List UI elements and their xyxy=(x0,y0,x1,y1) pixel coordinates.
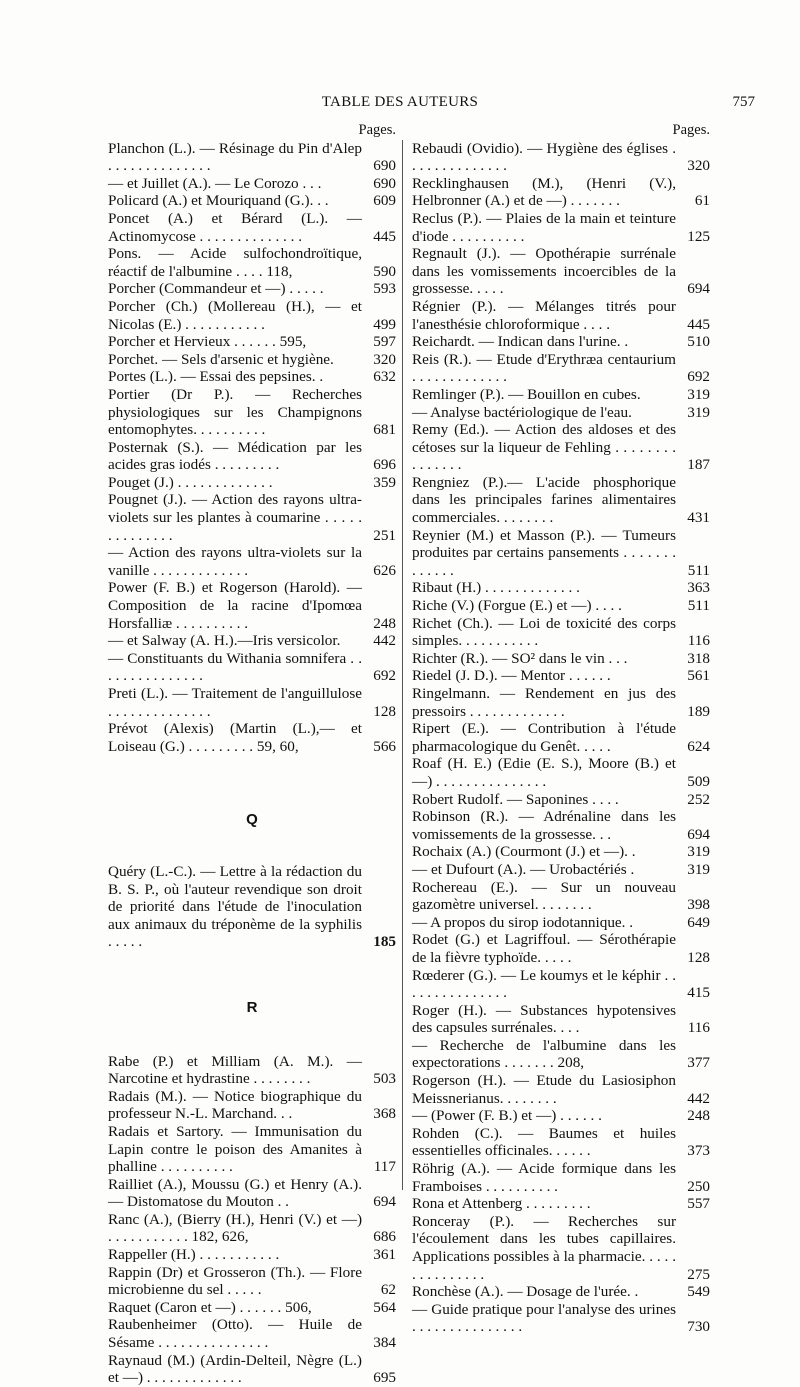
entry-page: 187 xyxy=(687,456,710,474)
entry-text: Porchet. — Sels d'arsenic et hygiène. xyxy=(108,350,334,368)
entry-page: 445 xyxy=(373,227,396,245)
entry-text: — Action des rayons ultra-violets sur la vanille . . . . . . . . . . . . . xyxy=(108,544,362,579)
entry-page: 692 xyxy=(687,368,710,386)
entry-text: Pons. — Acide sulfochondroïtique, réactif de l'albumine . . . . 118, xyxy=(108,245,362,280)
entry-page: 593 xyxy=(373,280,396,298)
index-entry xyxy=(412,298,710,333)
index-entry xyxy=(412,861,710,879)
entry-page: 319 xyxy=(687,860,710,878)
index-entry xyxy=(412,1213,710,1283)
index-entry xyxy=(108,1211,396,1246)
entry-page: 361 xyxy=(373,1246,396,1264)
entry-text: Ronceray (P.). — Recherches sur l'écoulement dans les tubes capillaires. Applications possibles à la pharmacie. . . . . . . . . . . . . . . xyxy=(412,1212,676,1283)
entry-page: 690 xyxy=(373,157,396,175)
entry-page: 681 xyxy=(373,421,396,439)
letter-heading-r: R xyxy=(246,998,258,1016)
entry-page: 319 xyxy=(687,403,710,421)
entry-page: 511 xyxy=(687,561,710,579)
index-entry xyxy=(412,914,710,932)
entry-page: 590 xyxy=(373,262,396,280)
entry-page: 690 xyxy=(373,174,396,192)
entry-text: — et Juillet (A.). — Le Corozo . . . xyxy=(108,174,322,192)
index-entry xyxy=(412,1107,710,1125)
entry-page: 632 xyxy=(373,368,396,386)
index-entry xyxy=(412,843,710,861)
index-entry xyxy=(108,650,396,685)
entry-text: Rappin (Dr) et Grosseron (Th.). — Flore microbienne du sel . . . . . xyxy=(108,1263,362,1299)
index-entry xyxy=(412,1301,710,1336)
entry-page: 696 xyxy=(373,456,396,474)
entry-text: Planchon (L.). — Résinage du Pin d'Alep . . . . . . . . . . . . . . xyxy=(108,139,362,175)
entry-text: Rengniez (P.).— L'acide phosphorique dans les principales farines alimentaires commerciales. . . . . . . . xyxy=(412,473,676,527)
index-entry xyxy=(412,1072,710,1107)
entry-page: 373 xyxy=(687,1142,710,1160)
index-entry xyxy=(412,404,710,422)
index-entry xyxy=(412,1195,710,1213)
entry-page: 509 xyxy=(687,772,710,790)
index-entry xyxy=(412,579,710,597)
entry-page: 377 xyxy=(687,1054,710,1072)
entry-page: 686 xyxy=(373,1228,396,1246)
entry-text: Raynaud (M.) (Ardin-Delteil, Nègre (L.) et —) . . . . . . . . . . . . . xyxy=(108,1351,362,1387)
entry-text: Robert Rudolf. — Saponines . . . . xyxy=(412,790,619,808)
entry-page: 116 xyxy=(687,1019,710,1037)
r-entries xyxy=(108,1053,396,1387)
entry-page: 695 xyxy=(373,1369,396,1387)
index-entry xyxy=(412,597,710,615)
entry-page: 318 xyxy=(687,649,710,667)
entry-text: Quéry (L.-C.). — Lettre à la rédaction du B. S. P., où l'auteur revendique son droit de priorité dans l'étude de l'inoculation aux animaux du tréponème de la syphilis . . . . . xyxy=(108,862,362,951)
index-entry xyxy=(108,333,396,351)
entry-text: Robinson (R.). — Adrénaline dans les vomissements de la grossesse. . . xyxy=(412,808,676,843)
entry-text: Rochaix (A.) (Courmont (J.) et —). . xyxy=(412,843,636,861)
index-entry xyxy=(108,1246,396,1264)
entry-page: 694 xyxy=(373,1193,396,1211)
entry-text: Rohden (C.). — Baumes et huiles essentielles officinales. . . . . . xyxy=(412,1124,676,1160)
entry-text: Ribaut (H.) . . . . . . . . . . . . . xyxy=(412,579,580,597)
entry-page: 445 xyxy=(687,315,710,333)
entry-page: 248 xyxy=(373,614,396,632)
entry-text: Rabe (P.) et Milliam (A. M.). — Narcotine et hydrastine . . . . . . . . xyxy=(108,1052,362,1088)
index-entry xyxy=(412,791,710,809)
index-entry xyxy=(108,1053,396,1088)
entry-text: Rochereau (E.). — Sur un nouveau gazomètre universel. . . . . . . . xyxy=(412,878,676,914)
entry-text: Raquet (Caron et —) . . . . . . 506, xyxy=(108,1298,312,1316)
index-entry xyxy=(108,1299,396,1317)
index-entry xyxy=(108,632,396,650)
entry-text: Radais et Sartory. — Immunisation du Lapin contre le poison des Amanites à phalline . . . . . . . . . . xyxy=(108,1122,362,1176)
index-entry xyxy=(108,1123,396,1176)
left-entries xyxy=(108,140,396,756)
entry-page: 363 xyxy=(687,579,710,597)
pages-label-right: Pages. xyxy=(672,122,710,138)
index-entry xyxy=(412,1160,710,1195)
entry-page: 368 xyxy=(373,1105,396,1123)
entry-text: Rona et Attenberg . . . . . . . . . xyxy=(412,1195,591,1213)
index-entry xyxy=(108,491,396,544)
entry-page: 549 xyxy=(687,1283,710,1301)
entry-page: 252 xyxy=(687,790,710,808)
entry-text: Rogerson (H.). — Etude du Lasiosiphon Meissnerianus. . . . . . . . xyxy=(412,1072,676,1107)
index-entry xyxy=(412,527,710,580)
entry-text: Policard (A.) et Mouriquand (G.). . . xyxy=(108,192,329,210)
entry-page: 116 xyxy=(687,632,710,650)
index-entry xyxy=(412,931,710,966)
entry-text: Remlinger (P.). — Bouillon en cubes. xyxy=(412,385,641,403)
entry-page: 694 xyxy=(687,280,710,298)
index-entry xyxy=(108,280,396,298)
entry-text: Rodet (G.) et Lagriffoul. — Sérothérapie de la fièvre typhoïde. . . . . xyxy=(412,931,676,966)
letter-heading-q: Q xyxy=(246,811,258,829)
entry-text: Pouget (J.) . . . . . . . . . . . . . xyxy=(108,473,273,491)
index-entry xyxy=(108,720,396,755)
index-entry xyxy=(412,1037,710,1072)
entry-text: Régnier (P.). — Mélanges titrés pour l'anesthésie chloroformique . . . . xyxy=(412,297,676,333)
right-column xyxy=(412,122,710,1336)
entry-page: 248 xyxy=(687,1107,710,1125)
entry-page: 128 xyxy=(687,948,710,966)
entry-page: 499 xyxy=(373,315,396,333)
entry-page: 649 xyxy=(687,913,710,931)
index-entry xyxy=(412,755,710,790)
entry-text: Recklinghausen (M.), (Henri (V.), Helbronner (A.) et de —) . . . . . . . xyxy=(412,174,676,210)
entry-page: 564 xyxy=(373,1298,396,1316)
index-entry xyxy=(412,421,710,474)
index-entry xyxy=(108,192,396,210)
entry-text: Richter (R.). — SO² dans le vin . . . xyxy=(412,649,628,667)
entry-page: 431 xyxy=(687,509,710,527)
entry-text: Reynier (M.) et Masson (P.). — Tumeurs produites par certains pansements . . . . . . . . . . . . . xyxy=(412,526,676,579)
entry-page: 609 xyxy=(373,192,396,210)
index-entry xyxy=(108,1088,396,1123)
entry-page: 128 xyxy=(373,702,396,720)
entry-text: Reclus (P.). — Plaies de la main et teinture d'iode . . . . . . . . . . xyxy=(412,209,676,245)
entry-page: 275 xyxy=(687,1265,710,1283)
entry-page: 557 xyxy=(687,1195,710,1213)
index-entry xyxy=(108,1264,396,1299)
index-entry xyxy=(412,720,710,755)
q-entries xyxy=(108,863,396,951)
index-entry xyxy=(412,175,710,210)
index-entry xyxy=(108,386,396,439)
index-entry xyxy=(412,245,710,298)
column-divider xyxy=(402,140,403,1190)
index-entry xyxy=(412,808,710,843)
entry-text: — et Salway (A. H.).—Iris versicolor. xyxy=(108,632,341,650)
entry-text: Pougnet (J.). — Action des rayons ultra-violets sur les plantes à coumarine . . . . . . . . . . . . . . xyxy=(108,491,362,544)
entry-text: — (Power (F. B.) et —) . . . . . . xyxy=(412,1107,602,1125)
entry-text: Preti (L.). — Traitement de l'anguillulose . . . . . . . . . . . . . . xyxy=(108,685,362,720)
entry-text: Roaf (H. E.) (Edie (E. S.), Moore (B.) et —) . . . . . . . . . . . . . . . xyxy=(412,755,676,790)
entry-text: — A propos du sirop iodotannique. . xyxy=(412,913,634,931)
entry-text: Power (F. B.) et Rogerson (Harold). — Composition de la racine d'Ipomœa Horsfalliæ . . . . . . . . . . xyxy=(108,579,362,632)
index-entry xyxy=(108,351,396,369)
index-entry xyxy=(412,879,710,914)
index-entry xyxy=(412,650,710,668)
index-entry xyxy=(412,1002,710,1037)
entry-text: Porcher et Hervieux . . . . . . 595, xyxy=(108,333,307,351)
entry-text: Poncet (A.) et Bérard (L.). — Actinomycose . . . . . . . . . . . . . . xyxy=(108,209,362,245)
entry-page: 62 xyxy=(380,1281,396,1299)
entry-text: Rappeller (H.) . . . . . . . . . . . xyxy=(108,1246,280,1264)
entry-page: 384 xyxy=(373,1334,396,1352)
index-entry xyxy=(108,1352,396,1387)
index-entry xyxy=(412,967,710,1002)
entry-page: 626 xyxy=(373,561,396,579)
index-entry xyxy=(412,667,710,685)
page-number: 757 xyxy=(732,94,755,110)
index-entry xyxy=(108,140,396,175)
entry-text: Posternak (S.). — Médication par les acides gras iodés . . . . . . . . . xyxy=(108,438,362,474)
entry-text: Ripert (E.). — Contribution à l'étude pharmacologique du Genêt. . . . . xyxy=(412,720,676,755)
entry-page: 319 xyxy=(687,385,710,403)
entry-page: 510 xyxy=(687,333,710,351)
entry-page: 359 xyxy=(373,473,396,491)
entry-page: 125 xyxy=(687,227,710,245)
entry-page: 692 xyxy=(373,667,396,685)
entry-text: Porcher (Commandeur et —) . . . . . xyxy=(108,280,324,298)
page-header xyxy=(0,90,800,114)
entry-text: Ranc (A.), (Bierry (H.), Henri (V.) et —) . . . . . . . . . . . 182, 626, xyxy=(108,1210,362,1246)
entry-page: 189 xyxy=(687,702,710,720)
entry-text: Regnault (J.). — Opothérapie surrénale dans les vomissements incoercibles de la grossesse. . . . . xyxy=(412,245,676,298)
index-entry xyxy=(108,474,396,492)
index-entry xyxy=(412,474,710,527)
left-column xyxy=(108,122,396,1387)
entry-page: 561 xyxy=(687,667,710,685)
index-entry xyxy=(108,685,396,720)
entry-text: Reis (R.). — Etude d'Erythræa centaurium . . . . . . . . . . . . . xyxy=(412,350,676,386)
entry-page: 694 xyxy=(687,825,710,843)
entry-page: 319 xyxy=(687,843,710,861)
entry-text: Röhrig (A.). — Acide formique dans les Framboises . . . . . . . . . . xyxy=(412,1160,676,1195)
entry-text: — Constituants du Withania somnifera . . . . . . . . . . . . . . . xyxy=(108,649,362,685)
entry-text: Raubenheimer (Otto). — Huile de Sésame . . . . . . . . . . . . . . . xyxy=(108,1316,362,1352)
entry-text: Ronchèse (A.). — Dosage de l'urée. . xyxy=(412,1283,639,1301)
index-entry xyxy=(108,579,396,632)
index-entry xyxy=(108,863,396,951)
entry-text: Roger (H.). — Substances hypotensives des capsules surrénales. . . . xyxy=(412,1001,676,1037)
index-entry xyxy=(108,368,396,386)
entry-text: — Recherche de l'albumine dans les expectorations . . . . . . . 208, xyxy=(412,1036,676,1072)
index-entry xyxy=(108,544,396,579)
entry-page: 624 xyxy=(687,737,710,755)
index-entry xyxy=(108,210,396,245)
entry-page: 250 xyxy=(687,1177,710,1195)
entry-page: 61 xyxy=(694,192,710,210)
entry-page: 566 xyxy=(373,737,396,755)
entry-text: Rebaudi (Ovidio). — Hygiène des églises . . . . . . . . . . . . . . xyxy=(412,139,676,175)
entry-text: Reichardt. — Indican dans l'urine. . xyxy=(412,333,629,351)
index-entry xyxy=(108,245,396,280)
index-entry xyxy=(412,140,710,175)
entry-text: Portes (L.). — Essai des pepsines. . xyxy=(108,368,324,386)
pages-label-left: Pages. xyxy=(358,122,396,138)
index-entry xyxy=(412,333,710,351)
entry-text: Portier (Dr P.). — Recherches physiologiques sur les Champignons entomophytes. . . . . . . . . . xyxy=(108,385,362,439)
entry-text: — Guide pratique pour l'analyse des urines . . . . . . . . . . . . . . . xyxy=(412,1300,676,1336)
entry-text: Railliet (A.), Moussu (G.) et Henry (A.). — Distomatose du Mouton . . xyxy=(108,1175,362,1211)
index-entry xyxy=(412,1283,710,1301)
index-entry xyxy=(108,298,396,333)
entry-page: 398 xyxy=(687,896,710,914)
entry-page: 511 xyxy=(687,597,710,615)
entry-page: 730 xyxy=(687,1318,710,1336)
index-entry xyxy=(108,175,396,193)
entry-text: Riedel (J. D.). — Mentor . . . . . . xyxy=(412,667,611,685)
right-entries xyxy=(412,140,710,1336)
running-title: TABLE DES AUTEURS xyxy=(321,94,479,110)
entry-text: — et Dufourt (A.). — Urobactériés . xyxy=(412,860,635,878)
index-entry xyxy=(412,615,710,650)
index-entry xyxy=(108,1316,396,1351)
entry-text: Richet (Ch.). — Loi de toxicité des corps simples. . . . . . . . . . . xyxy=(412,614,676,650)
entry-text: Ringelmann. — Rendement en jus des pressoirs . . . . . . . . . . . . . xyxy=(412,685,676,720)
entry-text: Rœderer (G.). — Le koumys et le képhir . . . . . . . . . . . . . . . xyxy=(412,966,676,1002)
entry-page: 117 xyxy=(373,1158,396,1176)
entry-page: 185 xyxy=(373,933,396,951)
entry-text: — Analyse bactériologique de l'eau. xyxy=(412,403,632,421)
index-entry xyxy=(412,386,710,404)
index-entry xyxy=(108,1176,396,1211)
entry-page: 503 xyxy=(373,1070,396,1088)
index-entry xyxy=(412,210,710,245)
entry-text: Remy (Ed.). — Action des aldoses et des cétoses sur la liqueur de Fehling . . . . . . . . . . . . . . . xyxy=(412,421,676,474)
entry-page: 597 xyxy=(373,333,396,351)
entry-text: Porcher (Ch.) (Mollereau (H.), — et Nicolas (E.) . . . . . . . . . . . xyxy=(108,297,362,333)
entry-page: 442 xyxy=(687,1089,710,1107)
entry-page: 442 xyxy=(373,632,396,650)
entry-page: 251 xyxy=(373,526,396,544)
index-entry xyxy=(412,1125,710,1160)
entry-page: 320 xyxy=(373,350,396,368)
index-entry xyxy=(412,351,710,386)
entry-text: Riche (V.) (Forgue (E.) et —) . . . . xyxy=(412,597,622,615)
entry-page: 320 xyxy=(687,157,710,175)
index-entry xyxy=(108,439,396,474)
entry-text: Prévot (Alexis) (Martin (L.),— et Loiseau (G.) . . . . . . . . . 59, 60, xyxy=(108,720,362,755)
index-entry xyxy=(412,685,710,720)
entry-page: 415 xyxy=(687,984,710,1002)
entry-text: Radais (M.). — Notice biographique du professeur N.-L. Marchand. . . xyxy=(108,1087,362,1123)
